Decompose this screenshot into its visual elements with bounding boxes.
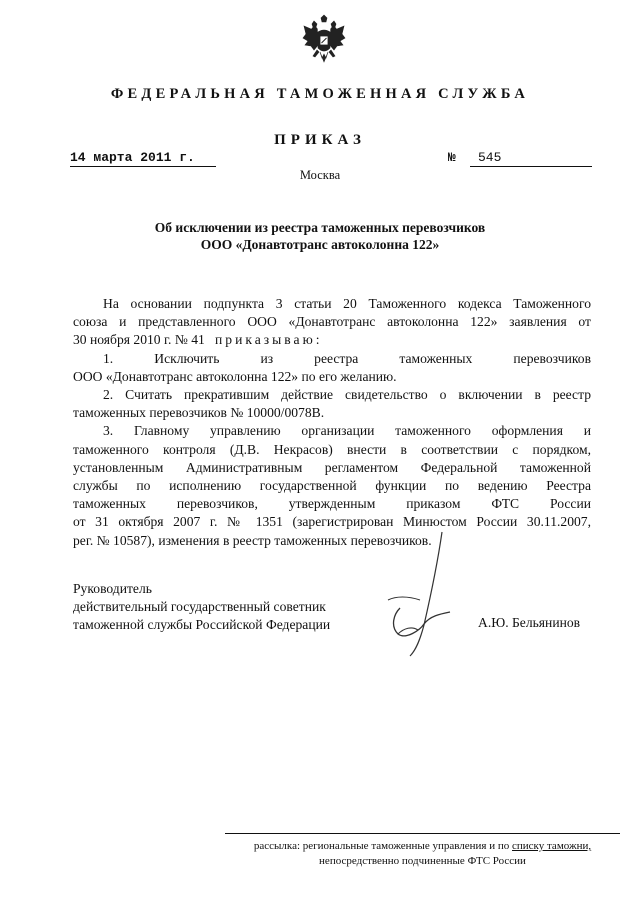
order-number-label: № [448, 150, 456, 165]
distribution-line-2: непосредственно подчиненные ФТС России [319, 855, 526, 867]
item-3-line-4: службы по исполнению государственной функции по ведению Реестра [73, 478, 591, 494]
signatory-title [73, 580, 330, 635]
preamble-line-1: На основании подпункта 3 статьи 20 Таможенного кодекса Таможенного [103, 296, 591, 311]
signatory-name: А.Ю. Бельянинов [478, 615, 581, 630]
order-number: 545 [470, 150, 592, 167]
order-body [73, 295, 591, 550]
item-3-line-2: таможенного контроля (Д.В. Некрасов) внести в соответствии с порядком, [73, 441, 591, 457]
subject-line-1: Об исключении из реестра таможенных перевозчиков [154, 220, 486, 235]
order-verb: приказываю: [215, 332, 323, 348]
issue-city: Москва [299, 168, 341, 182]
item-3-line-5: таможенных перевозчиков, утвержденным приказом ФТС России [73, 496, 591, 512]
signatory-rank-line-2: таможенной службы Российской Федерации [73, 617, 331, 633]
preamble-line-3 [73, 331, 591, 349]
item-1-line-1: 1. Исключить из реестра таможенных перевозчиков [103, 350, 591, 366]
item-2-line-1: 2. Считать прекратившим действие свидетельство о включении в реестр [103, 387, 591, 403]
item-3-line-6: от 31 октября 2007 г. № 1351 (зарегистрирован Минюстом России 30.11.2007, [73, 514, 591, 530]
distribution-line-1 [225, 839, 620, 854]
item-3-line-7: рег. № 10587), изменения в реестр таможенных перевозчиков. [73, 532, 432, 548]
distribution-prefix: рассылка: региональные таможенные управления и по [253, 840, 513, 852]
order-subject [0, 219, 640, 253]
agency-name: ФЕДЕРАЛЬНАЯ ТАМОЖЕННАЯ СЛУЖБА [110, 86, 530, 102]
distribution-list-link: списку таможни, [512, 840, 592, 852]
item-2-line-2: таможенных перевозчиков № 10000/0078В. [73, 405, 325, 421]
item-1-line-2: ООО «Донавтотранс автоколонна 122» по его желанию. [73, 368, 397, 384]
item-3-line-1: 3. Главному управлению организации таможенного оформления и [103, 423, 591, 439]
signatory-rank-line-1: действительный государственный советник [73, 599, 326, 615]
subject-line-2: ООО «Донавтотранс автоколонна 122» [200, 237, 440, 252]
order-date: 14 марта 2011 г. [70, 150, 216, 167]
document-type-title: ПРИКАЗ [274, 132, 366, 148]
preamble-line-2: союза и представленного ООО «Донавтотранс автоколонна 122» заявления от [73, 314, 591, 330]
handwritten-signature [380, 530, 470, 660]
distribution-list [225, 833, 620, 869]
item-3-line-3: установленным Административным регламентом Федеральной таможенной [73, 459, 591, 475]
preamble-basis: 30 ноября 2010 г. № 41 [73, 332, 205, 348]
coat-of-arms-emblem [300, 14, 348, 72]
signatory-position: Руководитель [73, 581, 152, 596]
